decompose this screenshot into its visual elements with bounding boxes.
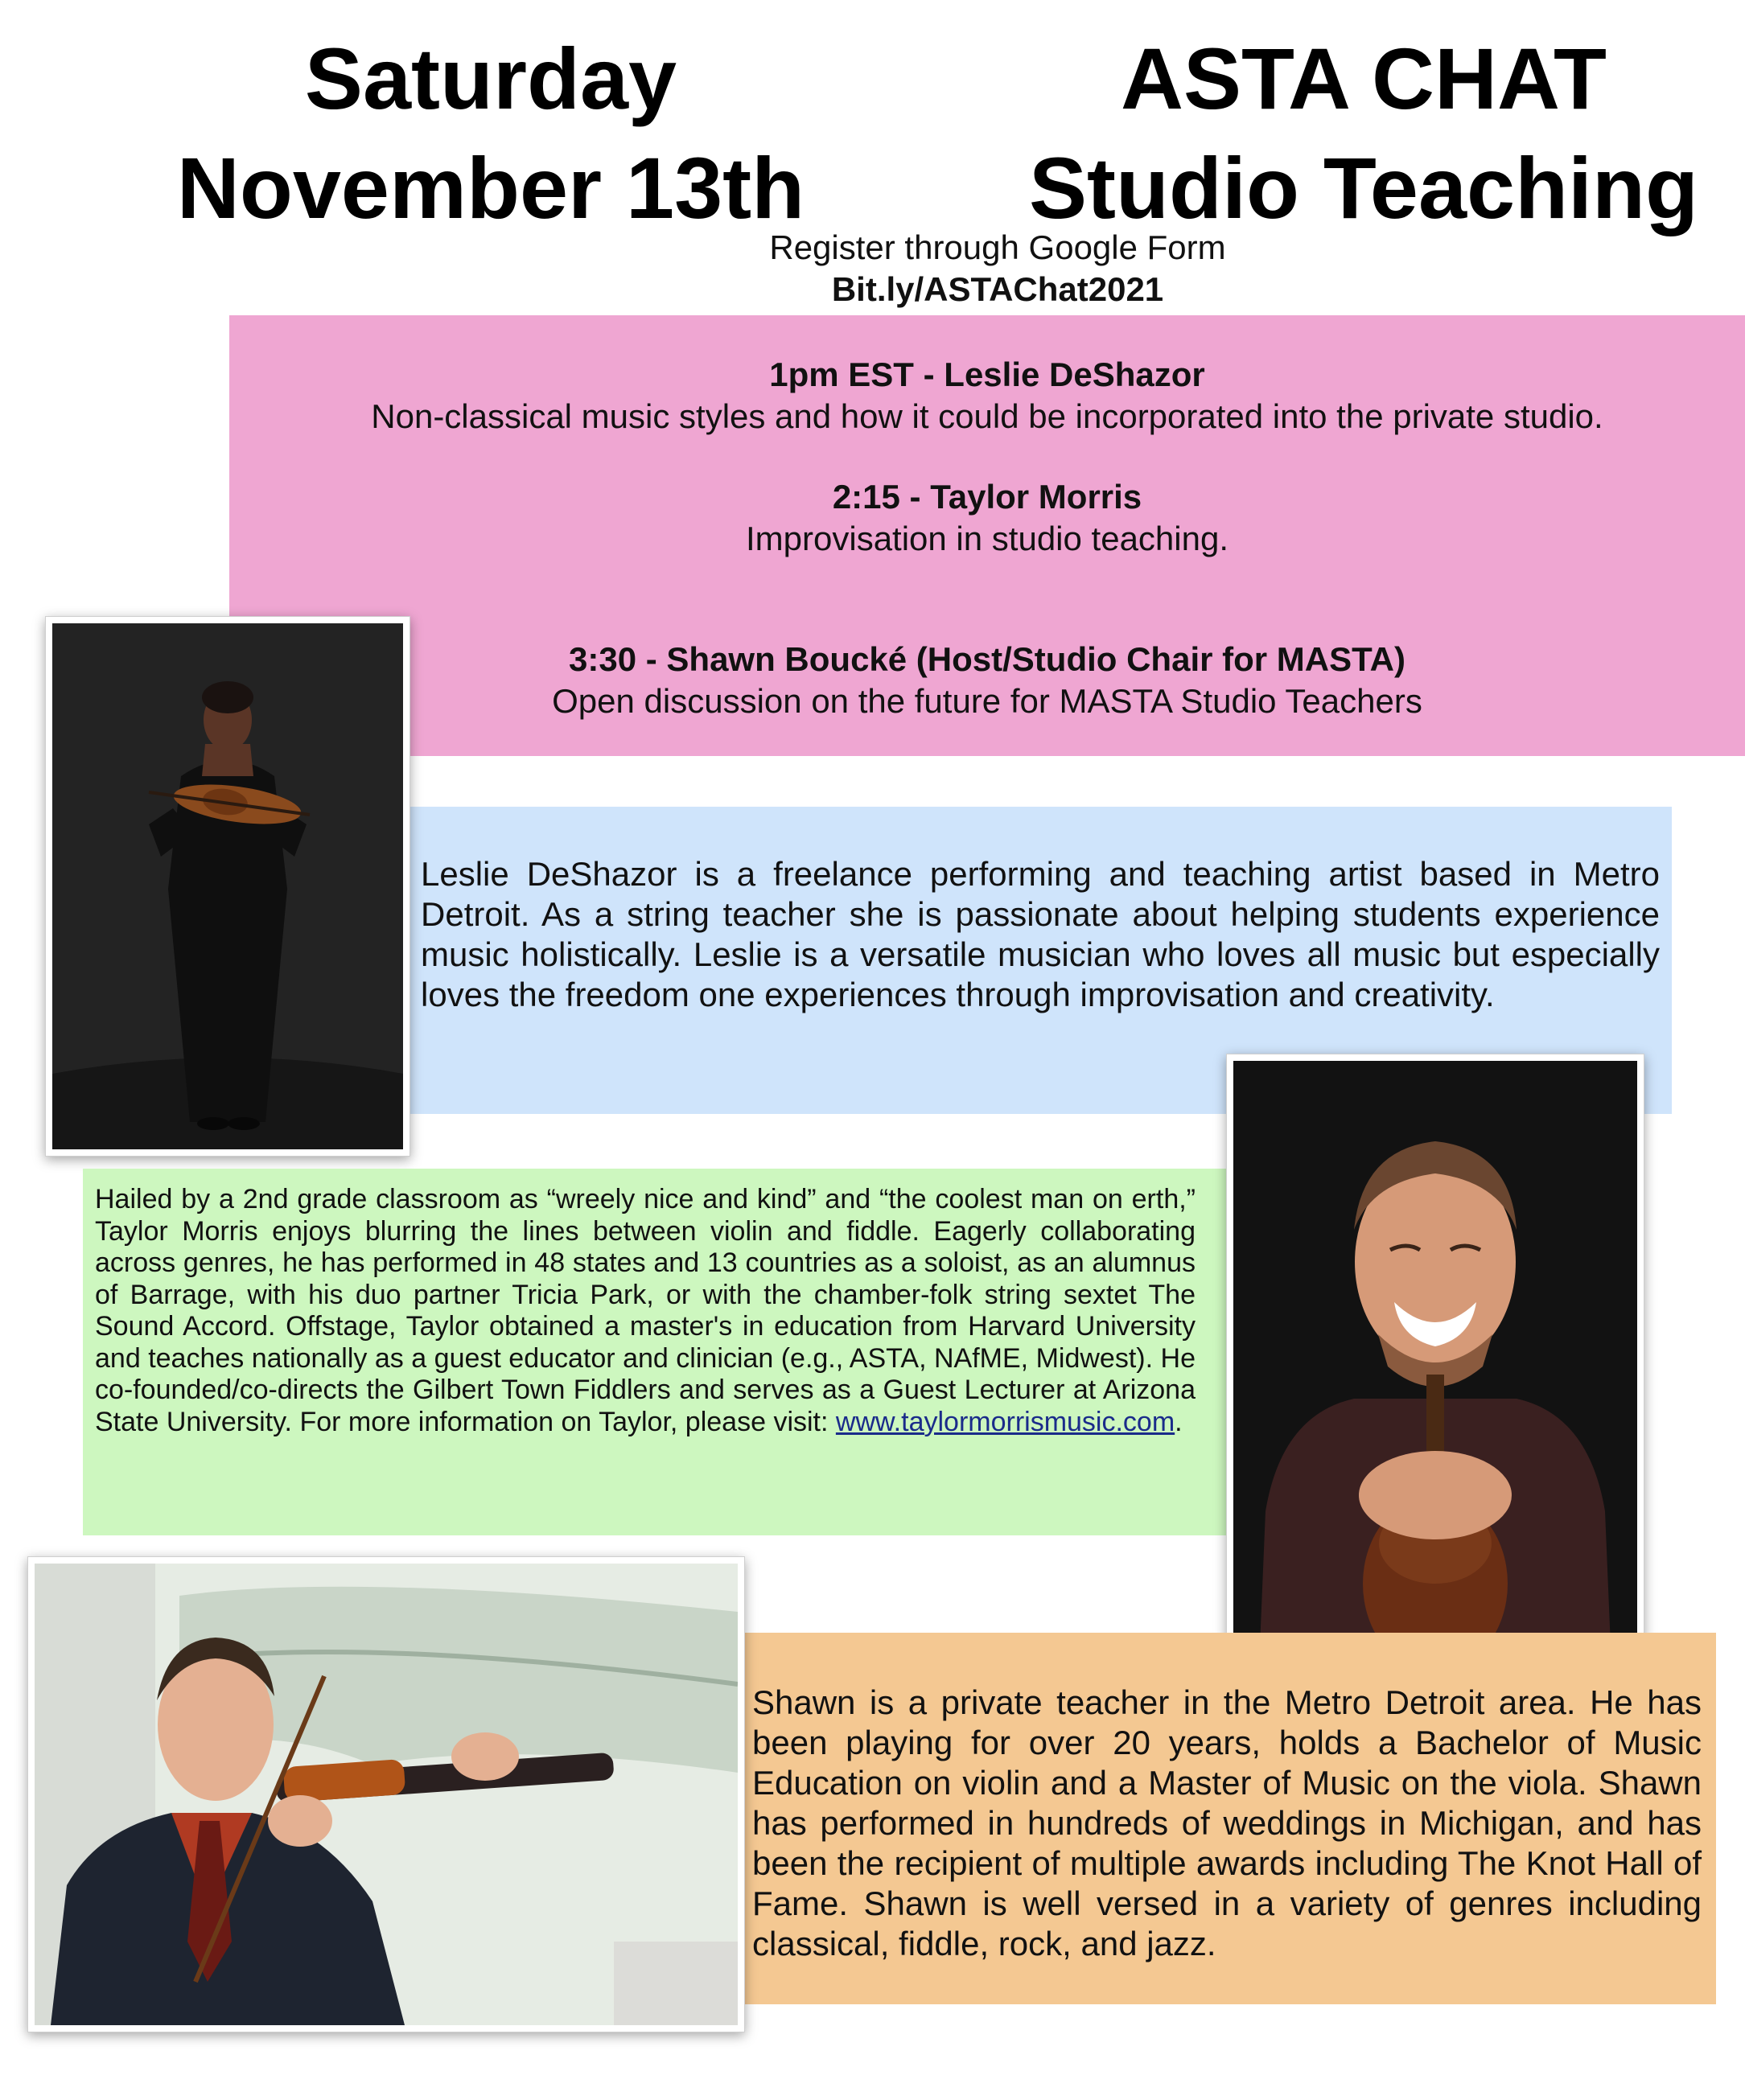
taylor-bio <box>95 1184 1196 1438</box>
event-heading <box>998 24 1730 243</box>
event-line-2: Studio Teaching <box>1029 139 1698 236</box>
shawn-photo <box>27 1556 745 2032</box>
schedule-time: 1pm EST - Leslie DeShazor <box>769 355 1205 393</box>
taylor-photo <box>1226 1054 1644 1673</box>
date-line-1: Saturday <box>304 30 677 127</box>
schedule-topic: Open discussion on the future for MASTA Studio Teachers <box>552 682 1422 720</box>
leslie-bio: Leslie DeShazor is a freelance performing and teaching artist based in Metro Detroit. As a string teacher she is passionate about helping students experience music holistically. Leslie is a versatile musician who loves all music but especially loves the freedom one experiences through improvisation and creativity. <box>421 855 1660 1013</box>
taylor-portrait-image <box>1233 1061 1637 1666</box>
event-line-1: ASTA CHAT <box>1121 30 1607 127</box>
leslie-photo <box>45 616 410 1157</box>
register-text: Register through Google Form <box>769 228 1226 266</box>
taylor-website-link[interactable]: www.taylormorrismusic.com <box>835 1406 1175 1437</box>
taylor-bio-text: Hailed by a 2nd grade classroom as “wreely nice and kind” and “the coolest man on erth,” Taylor Morris enjoys blurring the lines between violin and fiddle. Eagerly collaborating across genres, he has performed in 48 states and 13 countries as a soloist, as an alumnus of Barrage, with his duo partner Tricia Park, or with the chamber-folk string sextet The Sound Accord. Offstage, Taylor obtained a master's in education from Harvard University and teaches nationally as a guest educator and clinician (e.g., ASTA, NAfME, Midwest). He co-founded/co-directs the Gilbert Town Fiddlers and serves as a Guest Lecturer at Arizona State University. For more information on Taylor, please visit: <box>95 1184 1196 1437</box>
schedule-topic: Improvisation in studio teaching. <box>746 520 1228 557</box>
schedule-time: 3:30 - Shawn Boucké (Host/Studio Chair for MASTA) <box>569 640 1405 678</box>
schedule-item-2 <box>229 476 1745 560</box>
date-line-2: November 13th <box>176 139 805 236</box>
shawn-portrait-image <box>35 1564 738 2025</box>
schedule-item-3 <box>229 639 1745 722</box>
shawn-bio: Shawn is a private teacher in the Metro Detroit area. He has been playing for over 20 years, holds a Bachelor of Music Education on violin and a Master of Music on the viola. Shawn has performed in hundreds of weddings in Michigan, and has been the recipient of multiple awards including The Knot Hall of Fame. Shawn is well versed in a variety of genres including classical, fiddle, rock, and jazz. <box>752 1683 1702 1962</box>
taylor-bio-end: . <box>1175 1406 1183 1437</box>
date-heading <box>129 24 853 243</box>
schedule-item-1 <box>229 354 1745 438</box>
schedule-topic: Non-classical music styles and how it could be incorporated into the private studio. <box>371 397 1603 435</box>
register-link[interactable]: Bit.ly/ASTAChat2021 <box>831 270 1164 308</box>
leslie-portrait-image <box>52 623 403 1149</box>
registration-info <box>563 227 1432 310</box>
schedule-time: 2:15 - Taylor Morris <box>832 478 1142 516</box>
schedule-panel <box>229 315 1745 756</box>
